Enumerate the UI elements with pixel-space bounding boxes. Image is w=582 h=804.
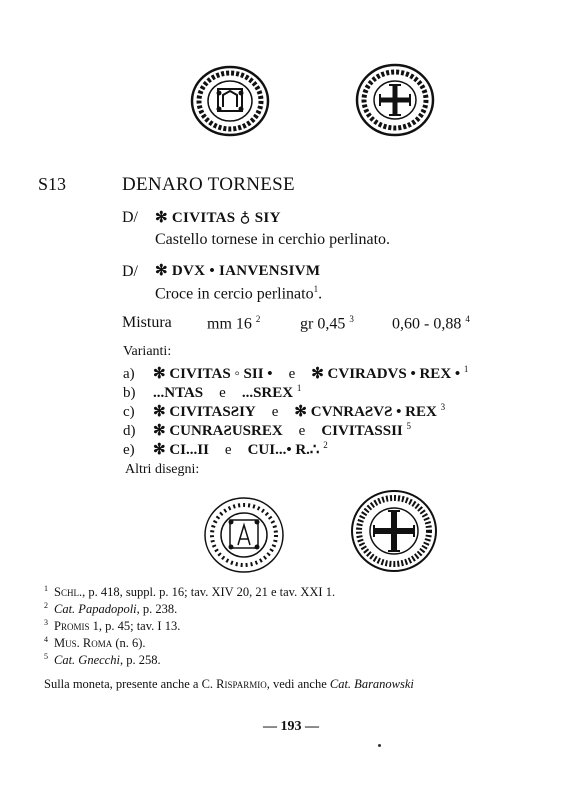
footnote [44,635,146,651]
footnote [44,618,180,634]
variant-conjunction: e [219,385,226,401]
variant-row [123,440,328,459]
variant-reverse: ...SREX [241,385,294,401]
variant-reverse: CUI...• R.∴ [247,442,320,458]
variants-heading: Varianti: [123,344,172,359]
footnote-source: Promis [54,619,90,634]
diameter: mm 16 $^2$ [207,314,261,333]
closing-middle: , vedi anche [266,677,330,691]
variant-letter: e) [123,442,135,458]
obverse-description: Castello tornese in cerchio perlinato. [155,231,391,248]
variant-letter: d) [123,423,136,439]
footnote-source: Cat. Gnecchi [54,653,120,668]
footnote-source: Schl. [54,585,83,600]
weight-range: 0,60 - 0,88 $^4$ [392,314,470,333]
variant-obverse: ✻ CIVITAS ◦ SII • [153,366,273,382]
variant-letter: b) [123,385,136,401]
footnote-ref: 1 [296,383,302,393]
coin-reverse-illustration [355,63,435,137]
variant-conjunction: e [224,442,232,458]
reverse-legend: ✻ DVX • IANVENSIVM [155,263,321,279]
catalog-number: S13 [38,174,67,194]
obverse-side-label: D/ [122,209,138,226]
variant-row [123,402,445,421]
footnote-text: , p. 418, suppl. p. 16; tav. XIV 20, 21 e tav. XXI 1. [82,585,336,600]
variant-reverse: CIVITASSII [321,423,403,439]
obverse-legend: ✻ CIVITAS ♁ SIY [155,210,281,226]
footnote-ref: 3 [440,402,446,412]
closing-prefix: Sulla moneta, presente anche a C. [44,677,217,691]
variant-obverse: ...NTAS [153,385,204,401]
footnote [44,584,335,600]
variant-obverse: ✻ CIVITASƧIY [153,404,256,420]
closing-name: Risparmio [216,677,267,691]
variant-row [123,383,301,402]
coin-obverse-variant-illustration [202,495,286,575]
reverse-description-text: Croce in cercio perlinato [155,285,314,303]
footnote-ref: 2 [323,440,328,450]
closing-ref: Cat. Baranowski [329,677,414,691]
footnote [44,601,177,617]
variant-letter: a) [123,366,135,382]
weight: gr 0,45 $^3$ [300,314,354,333]
variant-conjunction: e [288,366,296,382]
footnote-number: 1 [44,584,48,593]
variant-reverse: ✻ CVNRAƧVƧ • REX [294,404,437,420]
footnote-number: 5 [44,652,48,661]
footnote-text: 1, p. 45; tav. I 13. [89,619,181,634]
footnote [44,652,161,668]
footnote-number: 4 [44,635,48,644]
variant-letter: c) [123,404,135,420]
page-number: — 193 — [263,719,319,734]
footnote-ref: 5 [406,421,412,431]
footnote-ref: 1 [313,284,319,294]
coin-reverse-variant-illustration [350,488,438,574]
variant-row [123,364,468,383]
variant-obverse: ✻ CI...II [153,442,209,458]
footnote-source: Cat. Papadopoli [54,602,137,617]
reverse-description: Croce in cercio perlinato$^1$. [155,284,323,303]
reverse-side-label: D/ [122,263,138,280]
footnote-source: Mus. Roma [54,636,113,651]
print-speck [378,744,381,747]
coin-obverse-illustration [190,65,270,137]
footnote-number: 3 [44,618,48,627]
metal: Mistura [122,314,172,331]
variant-conjunction: e [271,404,279,420]
closing-note [44,677,414,692]
variant-reverse: ✻ CVIRADVS • REX • [311,366,461,382]
footnote-ref: 1 [463,364,469,374]
coin-type-title: DENARO TORNESE [122,174,295,195]
other-designs-heading: Altri disegni: [125,462,200,477]
variant-conjunction: e [298,423,306,439]
footnote-number: 2 [44,601,48,610]
variant-row [123,421,411,440]
footnote-text: (n. 6). [112,636,146,651]
variant-obverse: ✻ CUNRAƧUSREX [153,423,283,439]
footnote-text: , p. 238. [136,602,178,617]
footnote-text: , p. 258. [119,653,161,668]
